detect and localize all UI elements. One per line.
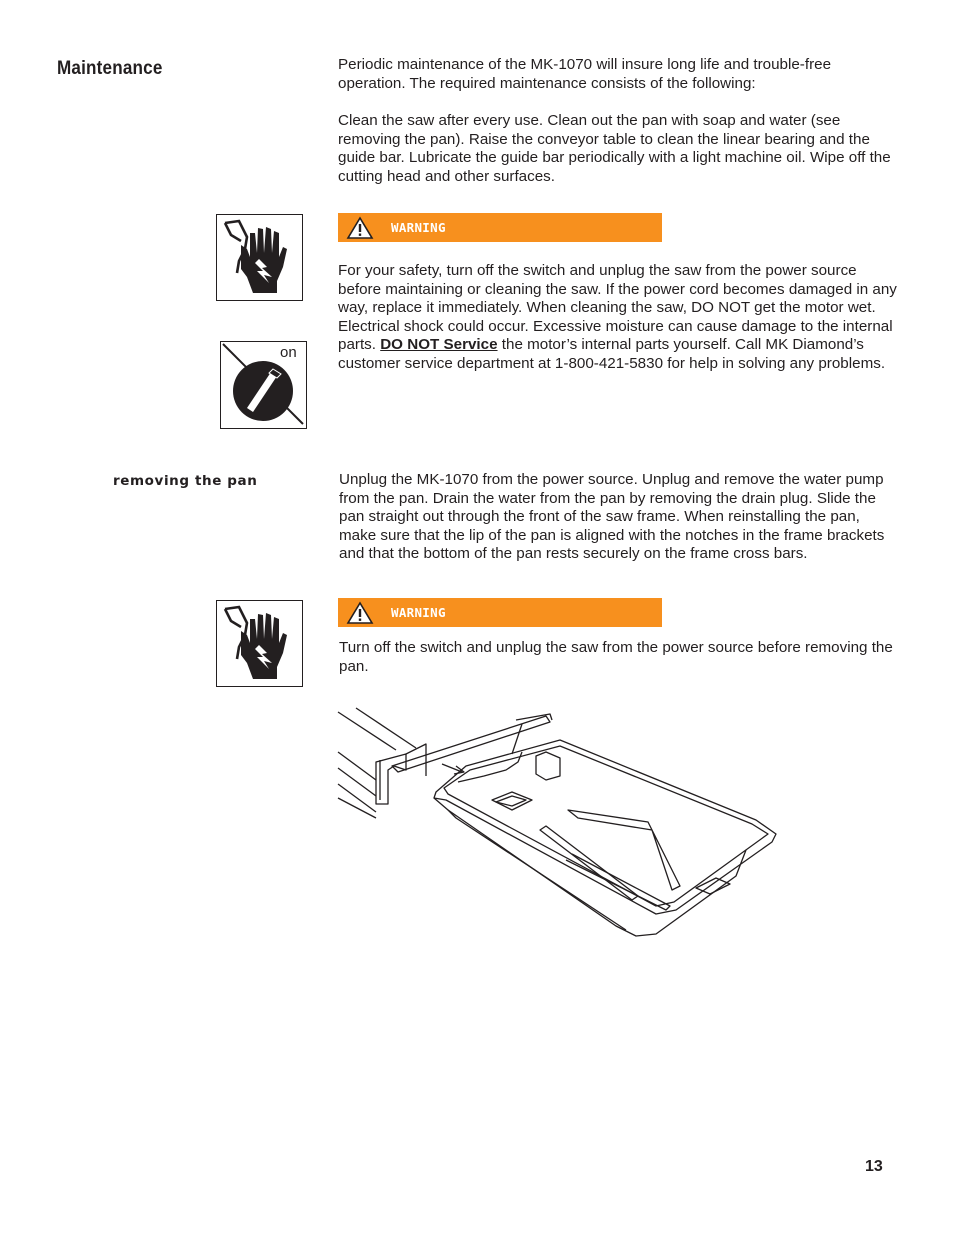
warning-text-part1: For your safety, turn off the switch and unplug the saw from the power source before maintaining or cleaning the saw. If the power cord becomes damaged in any way, replace it immediately. When cleaning the saw, DO NOT get the motor wet. Electrical shock could occur. Excessive moisture can cause damage to the internal parts. [338,262,897,354]
removing-pan-paragraph: Unplug the MK-1070 from the power source. Unplug and remove the water pump from the pan. Drain the water from the pan by removing the drain plug. Slide the pan straight out through the front of the saw frame. When reinstalling the pan, make sure that the lip of the pan is aligned with the notches in the frame brackets and that the bottom of the pan rests securely on the frame cross bars. [339,471,885,563]
removing-pan-heading: removing the pan [113,473,258,489]
switch-on-prohibited-icon [220,341,307,429]
page-number: 13 [865,1158,883,1175]
cleaning-paragraph: Clean the saw after every use. Clean out the pan with soap and water (see removing the pan). Raise the conveyor table to clean the linear bearing and the guide bar. Lubricate the guide bar periodically with a light machine oil. Wipe off the cutting head and other surfaces. [338,112,891,185]
do-not-service-emphasis: DO NOT Service [380,336,498,354]
maintenance-intro [338,56,898,187]
electric-shock-hand-icon-2 [216,600,303,687]
warning-banner-2 [338,598,662,627]
pan-removal-illustration [336,700,786,945]
warning-label: WARNING [391,220,446,235]
maintenance-warning-text [338,262,900,374]
removing-pan-text [339,471,899,564]
intro-paragraph: Periodic maintenance of the MK-1070 will insure long life and trouble-free operation. The required maintenance consists of the following: [338,56,832,92]
warning-text-part2: the motor’s internal parts yourself. Call MK Diamond’s customer service department at 1-800-421-5830 for help in solving any problems. [338,336,886,372]
on-label: on [280,344,297,361]
removing-pan-warning-text [339,639,899,676]
electric-shock-hand-icon [216,214,303,301]
warning-triangle-icon-2 [346,601,374,625]
warning-banner [338,213,662,242]
warning-label-2: WARNING [391,605,446,620]
warning-triangle-icon [346,216,374,240]
removing-pan-warning-paragraph: Turn off the switch and unplug the saw from the power source before removing the pan. [339,639,893,675]
maintenance-heading: Maintenance [57,58,163,79]
